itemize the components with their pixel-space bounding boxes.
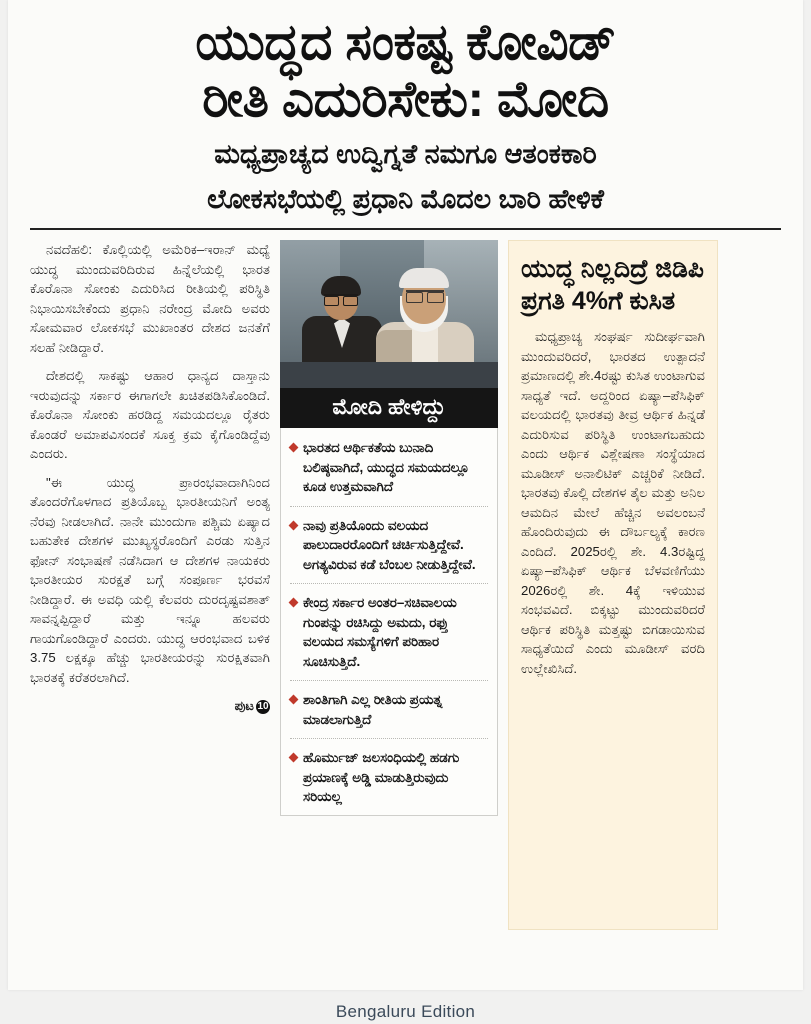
parliament-photo <box>280 240 498 388</box>
page-reference <box>30 696 270 716</box>
diamond-bullet-icon <box>289 695 299 705</box>
glasses-icon <box>324 294 358 304</box>
diamond-bullet-icon <box>289 598 299 608</box>
headline-line-2: ರೀತಿ ಎದುರಿಸೇಕು: ಮೋದಿ <box>202 71 609 127</box>
list-item-text: ಕೇಂದ್ರ ಸರ್ಕಾರ ಅಂತರ–ಸಚಿವಾಲಯ ಗುಂಪನ್ನು ರಚಿಸಿದ್ದು ಅಮದು, ರಫ್ತು ವಲಯದ ಸಮಸ್ಯೆಗಳಿಗೆ ಪರಿಹಾರ ಸೂಚಿಸುತ್ತಿದೆ. <box>303 595 457 669</box>
diamond-bullet-icon <box>289 443 299 453</box>
list-item-text: ಶಾಂತಿಗಾಗಿ ಎಲ್ಲ ರೀತಿಯ ಪ್ರಯತ್ನ ಮಾಡಲಾಗುತ್ತಿದೆ <box>303 692 443 727</box>
article-paragraph: ನವದೆಹಲಿ: ಕೊಲ್ಲಿಯಲ್ಲಿ ಅಮೆರಿಕ–ಇರಾನ್ ಮಧ್ಯೆ ಯುದ್ಧ ಮುಂದುವರಿದಿರುವ ಹಿನ್ನೆಲೆಯಲ್ಲಿ ಭಾರತ ಕೊರೊನಾ ಸೋಂಕು ಎದುರಿಸಿದ ರೀತಿಯಲ್ಲಿ ಪರಿಸ್ಥಿತಿ ನಿಭಾಯಿಸಬೇಕೆಂದು ಪ್ರಧಾನಿ ನರೇಂದ್ರ ಮೋದಿ ಅವರು ಸೋಮವಾರ ಲೋಕಸಭೆ ಮುಖಾಂತರ ದೇಶದ ಜನತೆಗೆ ಸಲಹೆ ನೀಡಿದ್ದಾರೆ. <box>30 242 270 355</box>
sidebar-story <box>508 240 718 930</box>
photo-caption-bar: ಮೋದಿ ಹೇಳಿದ್ದು <box>280 388 498 428</box>
headline-line-1: ಯುದ್ಧದ ಸಂಕಷ್ಟ ಕೋವಿಡ್ <box>195 14 616 70</box>
photo-and-bullets-column <box>280 240 498 930</box>
newspaper-clipping <box>8 0 803 990</box>
diamond-bullet-icon <box>289 753 299 763</box>
sidebar-story-heading: ಯುದ್ಧ ನಿಲ್ಲದಿದ್ರೆ ಜಿಡಿಪಿ ಪ್ರಗತಿ 4%ಗೆ ಕುಸಿತ <box>521 255 704 315</box>
edition-footer: Bengaluru Edition <box>335 1002 476 1021</box>
article-columns <box>8 230 803 930</box>
list-item <box>290 516 488 585</box>
headline-block <box>8 0 803 218</box>
photo-person-right-hair <box>399 268 449 288</box>
list-item-text: ಹೊರ್ಮುಜ್ ಜಲಸಂಧಿಯಲ್ಲಿ ಹಡಗು ಪ್ರಯಾಣಕ್ಕೆ ಅಡ್ಡಿ ಮಾಡುತ್ತಿರುವುದು ಸರಿಯಲ್ಲ <box>303 750 460 804</box>
article-body-column <box>30 240 270 930</box>
list-item-text: ಭಾರತದ ಆರ್ಥಿಕತೆಯ ಬುನಾದಿ ಬಲಿಷ್ಠವಾಗಿದೆ, ಯುದ್ಧದ ಸಮಯದಲ್ಲೂ ಕೂಡ ಉತ್ತಮವಾಗಿದೆ <box>303 440 470 494</box>
article-paragraph: ದೇಶದಲ್ಲಿ ಸಾಕಷ್ಟು ಆಹಾರ ಧಾನ್ಯದ ದಾಸ್ತಾನು ಇರುವುದನ್ನು ಸರ್ಕಾರ ಈಗಾಗಲೇ ಖಚಿತಪಡಿಸಿಕೊಂಡಿದೆ. ಕೊರೊನಾ ಸೋಂಕು ಹರಡಿದ್ದ ಸಮಯದಲ್ಲೂ ರೈತರು ಕೊಂಡರೆ ಅಮಾಪವಿಸಂದಕೆ ಸೂಕ್ತ ಕ್ರಮ ಕೈಗೊಂಡಿದ್ದೆವು ಎಂದರು. <box>30 368 270 461</box>
photo-desk <box>280 362 498 388</box>
diamond-bullet-icon <box>289 520 299 530</box>
list-item <box>290 690 488 739</box>
list-item <box>290 593 488 681</box>
sidebar-paragraph: ಮಧ್ಯಪ್ರಾಚ್ಯ ಸಂಘರ್ಷ ಸುದೀರ್ಘವಾಗಿ ಮುಂದುವರಿದರೆ, ಭಾರತದ ಉತ್ಪಾದನೆ ಪ್ರಮಾಣದಲ್ಲಿ ಶೇ.4ರಷ್ಟು ಕುಸಿತ ಉಂಟಾಗುವ ಸಾಧ್ಯತೆ ಇದೆ. ಅದ್ದರಿಂದ ಏಷ್ಯಾ–ಪೆಸಿಫಿಕ್ ವಲಯದಲ್ಲಿ ಭಾರತವು ತೀವ್ರ ಆರ್ಥಿಕ ಹಿನ್ನಡೆ ಎದುರಿಸುವ ಪರಿಸ್ಥಿತಿ ಉಂಟಾಗಬಹುದು ಎಂದು ಆರ್ಥಿಕ ವಿಶ್ಲೇಷಣಾ ಸಂಸ್ಥೆಯಾದ ಮೂಡೀಸ್ ಅನಾಲಿಟಿಕ್ ಎಚ್ಚರಿಕೆ ನೀಡಿದೆ. ಭಾರತವು ಕೊಲ್ಲಿ ದೇಶಗಳ ತೈಲ ಮತ್ತು ಅನಿಲ ಆಮದಿನ ಮೇಲೆ ಹೆಚ್ಚಿನ ಅವಲಂಬನೆ ಹೊಂದಿರುವುದು ಈ ದೌರ್ಬಲ್ಯಕ್ಕೆ ಕಾರಣ ಎಂದಿದೆ. 2025ರಲ್ಲಿ ಶೇ. 4.3ರಷ್ಟಿದ್ದ ಏಷ್ಯಾ–ಪೆಸಿಫಿಕ್ ಆರ್ಥಿಕ ಬೆಳವಣಿಗೆಯು 2026ರಲ್ಲಿ ಶೇ. 4ಕ್ಕೆ ಇಳಿಯುವ ಸಂಭವವಿದೆ. ಬಿಕ್ಕಟ್ಟು ಮುಂದುವರಿದರೆ ಆರ್ಥಿಕ ಪರಿಸ್ಥಿತಿ ಮತ್ತಷ್ಟು ಬಿಗಡಾಯಿಸುವ ಸಾಧ್ಯತೆಯಿದೆ ಎಂದು ಮೂಡೀಸ್ ವರದಿ ಉಲ್ಲೇಖಿಸಿದೆ. <box>521 329 705 676</box>
article-paragraph: "ಈ ಯುದ್ಧ ಪ್ರಾರಂಭವಾದಾಗಿನಿಂದ ತೊಂದರೆಗೊಳಗಾದ ಪ್ರತಿಯೊಬ್ಬ ಭಾರತೀಯನಿಗೆ ಅಂತ್ಯ ನೆರವು ನೀಡಲಾಗಿದೆ. ನಾನೇ ಮುಂದುಗಾ ಪಶ್ಚಿಮ ಏಷ್ಯಾದ ಬಹುತೇಕ ದೇಶಗಳ ಮುಖ್ಯಸ್ಥರೊಂದಿಗೆ ಎರಡು ಸುತ್ತಿನ ಫೋನ್ ಸಂಭಾಷಣೆ ನಡೆಸಿದಾಗ ಆ ದೇಶಗಳ ನಾಯಕರು ಭಾರತೀಯರ ಸುರಕ್ಷತೆ ಬಗ್ಗೆ ಸಂಪೂರ್ಣ ಭರವಸೆ ನೀಡಿದ್ದಾರೆ. ಈ ಅವಧಿ ಯಲ್ಲಿ ಕೆಲವರು ದುರದೃಷ್ಟವಶಾತ್ ಸಾವನ್ನಪ್ಪಿದ್ದಾರೆ ಮತ್ತು ಇನ್ನೂ ಹಲವರು ಗಾಯಗೊಂಡಿದ್ದಾರೆ ಎಂದರು. ಯುದ್ಧ ಆರಂಭವಾದ ಬಳಿಕ 3.75 ಲಕ್ಷಕ್ಕೂ ಹೆಚ್ಚು ಭಾರತೀಯರನ್ನು ಸುರಕ್ಷಿತವಾಗಿ ಭಾರತಕ್ಕೆ ಕರೆತರಲಾಗಿದೆ. <box>30 474 270 685</box>
page-reference-label: ಪುಟ <box>234 698 254 713</box>
list-item-text: ನಾವು ಪ್ರತಿಯೊಂದು ವಲಯದ ಪಾಲುದಾರರೊಂದಿಗೆ ಚರ್ಚಿಸುತ್ತಿದ್ದೇವೆ. ಅಗತ್ಯವಿರುವ ಕಡೆ ಬೆಂಬಲ ನೀಡುತ್ತಿದ್ದೇವೆ. <box>303 517 476 572</box>
sidebar-story-body <box>521 327 705 678</box>
list-item <box>290 748 488 807</box>
list-item <box>290 438 488 507</box>
subheadline-2: ಲೋಕಸಭೆಯಲ್ಲಿ ಪ್ರಧಾನಿ ಮೊದಲ ಬಾರಿ ಹೇಳಿಕೆ <box>207 184 604 214</box>
glasses-icon <box>406 290 444 301</box>
subheadline-1: ಮಧ್ಯಪ್ರಾಚ್ಯದ ಉದ್ವಿಗ್ನತೆ ನಮಗೂ ಆತಂಕಕಾರಿ <box>214 139 597 169</box>
quote-bullet-list <box>280 428 498 816</box>
photo-person-left-hair <box>321 276 361 296</box>
page-number-badge: 10 <box>257 700 269 712</box>
